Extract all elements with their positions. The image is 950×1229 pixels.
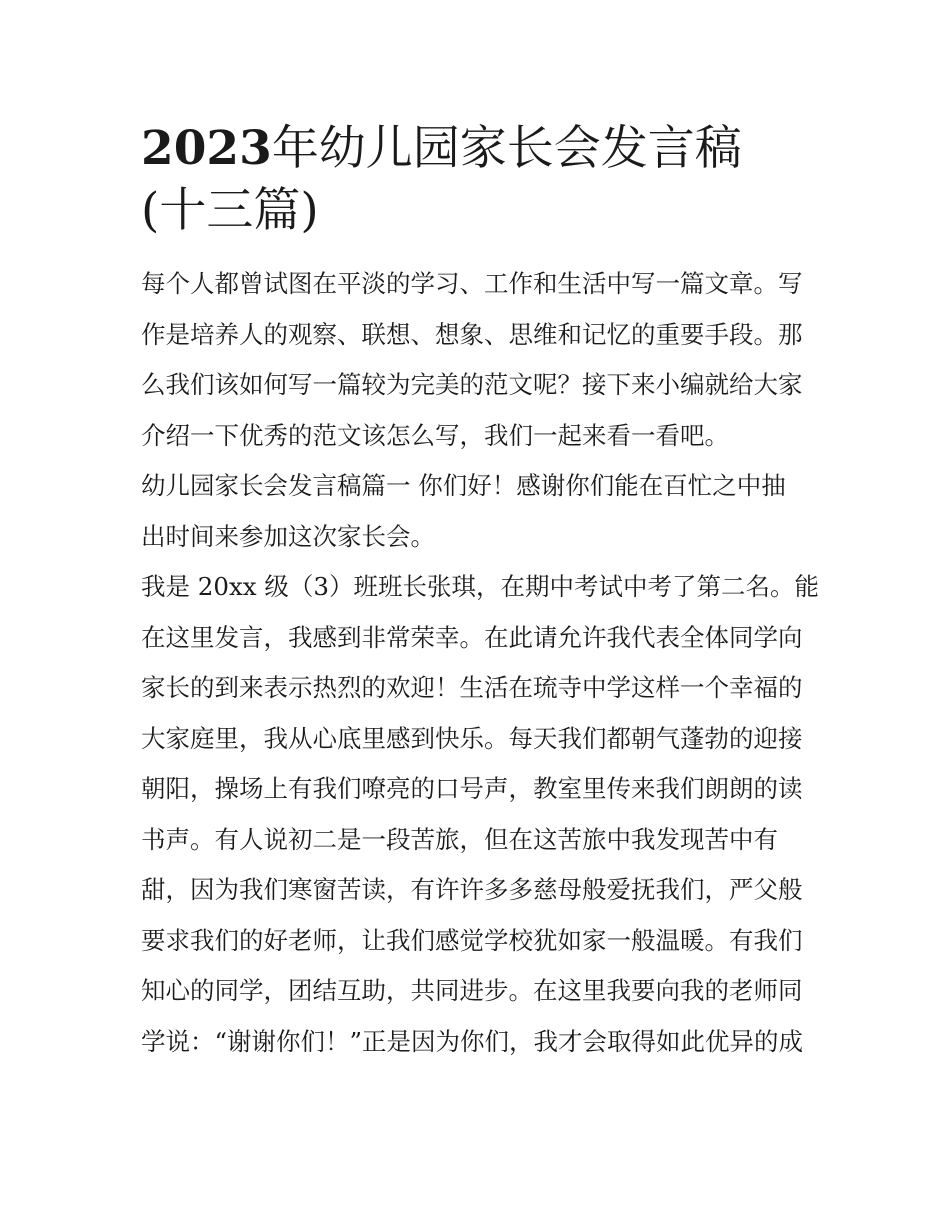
body-line: 幼儿园家长会发言稿篇一 你们好！感谢你们能在百忙之中抽 xyxy=(141,471,786,500)
document-body xyxy=(141,259,819,1067)
body-line: 作是培养人的观察、联想、想象、思维和记忆的重要手段。那 xyxy=(141,319,803,349)
body-line: 朝阳，操场上有我们嘹亮的口号声，教室里传来我们朗朗的读 xyxy=(141,774,803,803)
document-page xyxy=(141,118,819,1067)
body-line: 知心的同学，团结互助，共同进步。在这里我要向我的老师同 xyxy=(141,976,803,1005)
title-line-2: (十三篇) xyxy=(141,183,319,238)
body-line: 每个人都曾试图在平淡的学习、工作和生活中写一篇文章。写 xyxy=(141,269,803,298)
title-text: 年幼儿园家长会发言稿 xyxy=(271,121,742,176)
body-line: 大家庭里，我从心底里感到快乐。每天我们都朝气蓬勃的迎接 xyxy=(141,723,803,753)
body-line: 学说：“谢谢你们！”正是因为你们，我才会取得如此优异的成 xyxy=(141,1026,804,1056)
title-year: 2023 xyxy=(141,121,272,176)
title-line-1 xyxy=(141,118,813,180)
document-title xyxy=(141,118,813,242)
body-line: 书声。有人说初二是一段苦旅，但在这苦旅中我发现苦中有 xyxy=(141,824,778,854)
body-line: 介绍一下优秀的范文该怎么写，我们一起来看一看吧。 xyxy=(141,420,729,450)
body-line: 么我们该如何写一篇较为完美的范文呢？接下来小编就给大家 xyxy=(141,370,803,399)
body-line: 要求我们的好老师，让我们感觉学校犹如家一般温暖。有我们 xyxy=(141,925,803,955)
body-line: 出时间来参加这次家长会。 xyxy=(141,521,435,551)
body-line: 家长的到来表示热烈的欢迎！生活在琉寺中学这样一个幸福的 xyxy=(141,673,803,702)
body-line: 在这里发言，我感到非常荣幸。在此请允许我代表全体同学向 xyxy=(141,622,803,652)
body-line: 甜，因为我们寒窗苦读，有许许多多慈母般爱抚我们，严父般 xyxy=(141,875,803,904)
body-line: 我是 20xx 级（3）班班长张琪，在期中考试中考了第二名。能 xyxy=(141,572,819,601)
